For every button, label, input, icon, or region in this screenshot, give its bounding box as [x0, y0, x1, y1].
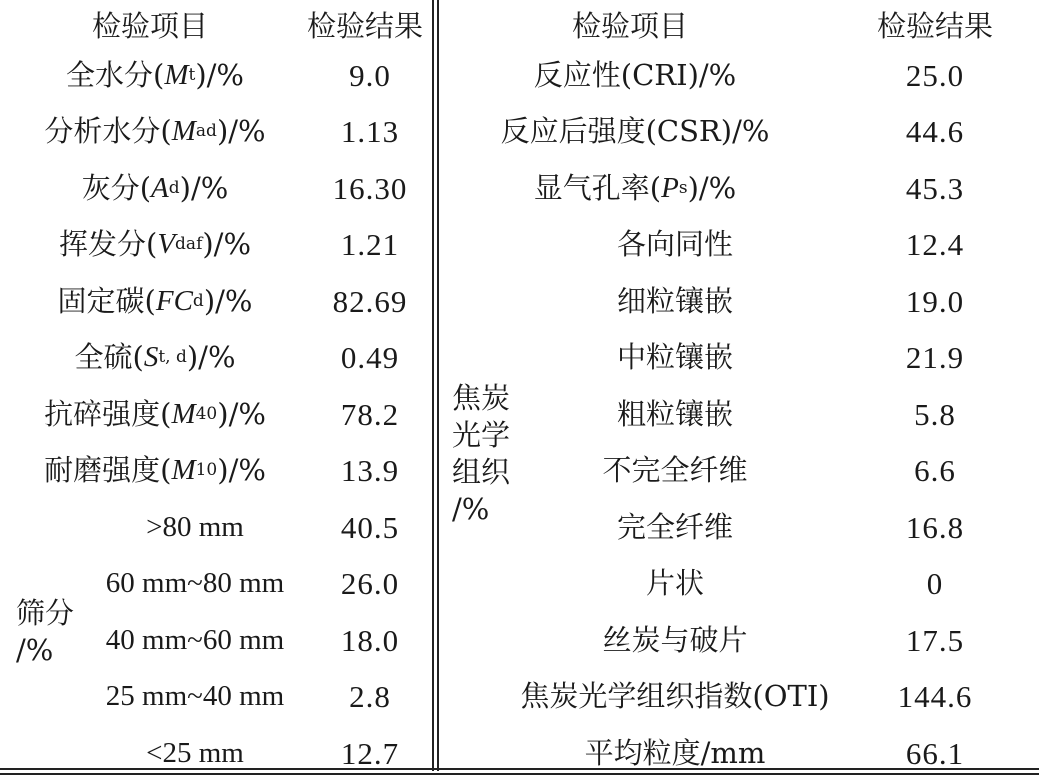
- item-subscript: d: [192, 290, 204, 311]
- item-label-prefix: 分析水分(: [44, 114, 172, 148]
- item-label-prefix: 耐磨强度(: [44, 453, 172, 487]
- left-item-label: [20, 220, 290, 270]
- optical-item-label: 片状: [645, 566, 704, 600]
- item-subscript: s: [678, 177, 688, 198]
- optical-item-label: 完全纤维: [616, 509, 733, 544]
- item-label-prefix: 抗碎强度(: [44, 396, 172, 431]
- optical-item-value: 5.8: [914, 396, 956, 432]
- item-label-prefix: 全水分(: [66, 57, 165, 92]
- item-subscript: d: [168, 177, 180, 198]
- optical-item-value: 12.4: [905, 227, 965, 262]
- sieve-size-label: 60 mm~80 mm: [105, 567, 285, 599]
- left-header-result: 检验结果: [306, 8, 423, 43]
- right-bottom-label: 平均粒度/mm: [584, 735, 766, 770]
- right-header-item: 检验项目: [571, 8, 688, 43]
- item-symbol: M: [171, 115, 196, 147]
- sieve-size-label: <25 mm: [146, 736, 244, 769]
- optical-item-value: 0: [926, 566, 944, 601]
- left-item-label: [20, 50, 290, 100]
- item-label-prefix: 固定碳(: [57, 283, 156, 318]
- item-symbol: M: [171, 397, 196, 430]
- item-label-prefix: 显气孔率(: [533, 170, 662, 205]
- sieve-size-label: 40 mm~60 mm: [105, 623, 285, 656]
- left-item-label: [20, 276, 290, 326]
- item-label-suffix: )/%: [217, 453, 266, 487]
- sieve-value: 26.0: [340, 566, 400, 601]
- sieve-value: 40.5: [340, 509, 400, 545]
- left-header-item: 检验项目: [91, 8, 208, 43]
- optical-group-line: /%: [452, 492, 490, 526]
- optical-group-line: 组织: [452, 455, 511, 489]
- optical-item-value: 21.9: [905, 340, 965, 375]
- item-label-suffix: )/%: [195, 57, 244, 92]
- item-label-suffix: )/%: [203, 283, 253, 318]
- item-symbol: S: [143, 341, 159, 373]
- item-symbol: P: [661, 171, 679, 204]
- right-item-value: 45.3: [905, 170, 965, 206]
- right-item-label: [470, 107, 800, 157]
- item-label-prefix: 灰分(: [81, 170, 152, 205]
- item-label-suffix: )/%: [179, 170, 229, 205]
- item-label-prefix: 全硫(: [74, 340, 144, 374]
- sieve-value: 18.0: [340, 622, 400, 658]
- sieve-group-line1: 筛分: [16, 596, 75, 630]
- item-subscript: t, d: [158, 347, 187, 367]
- left-item-label: [20, 446, 290, 496]
- item-subscript: 10: [195, 460, 218, 480]
- right-bottom-value: 66.1: [905, 735, 965, 771]
- optical-group-line: 光学: [452, 418, 511, 452]
- optical-group-line: 焦炭: [452, 381, 511, 415]
- optical-item-label: 粗粒镶嵌: [616, 396, 733, 431]
- item-symbol: V: [157, 228, 176, 260]
- left-item-label: [20, 107, 290, 157]
- item-label-suffix: )/%: [216, 114, 266, 148]
- optical-item-label: 丝炭与破片: [602, 622, 748, 657]
- optical-item-label: 不完全纤维: [602, 453, 748, 487]
- left-item-value: 82.69: [332, 283, 408, 319]
- item-label-suffix: )/%: [687, 170, 737, 205]
- item-subscript: 40: [195, 403, 218, 424]
- left-item-label: [20, 333, 290, 383]
- item-label-suffix: )/%: [202, 227, 251, 261]
- item-label-suffix: )/%: [186, 340, 236, 374]
- left-item-label: [20, 389, 290, 439]
- item-label-prefix: 反应性(CRI)/%: [533, 57, 737, 92]
- sieve-size-label: 25 mm~40 mm: [105, 680, 285, 712]
- item-symbol: A: [151, 171, 169, 204]
- item-symbol: M: [164, 58, 189, 91]
- left-item-value: 1.21: [340, 227, 400, 262]
- left-item-value: 0.49: [340, 340, 400, 375]
- right-item-label: [470, 163, 800, 213]
- optical-item-label: 中粒镶嵌: [616, 340, 733, 374]
- item-label-prefix: 反应后强度(CSR)/%: [500, 114, 770, 148]
- divider-line-right: [437, 0, 439, 771]
- sieve-size-label: >80 mm: [146, 510, 244, 543]
- sieve-value: 12.7: [340, 735, 400, 771]
- sieve-group-line2: /%: [16, 633, 54, 667]
- optical-item-label: 细粒镶嵌: [616, 283, 733, 318]
- optical-item-label: 各向同性: [616, 227, 733, 261]
- item-subscript: t: [188, 64, 196, 85]
- item-symbol: FC: [155, 284, 193, 317]
- optical-item-value: 6.6: [914, 453, 956, 488]
- right-bottom-label: 焦炭光学组织指数(OTI): [520, 679, 830, 713]
- left-item-label: [20, 163, 290, 213]
- left-item-value: 1.13: [340, 114, 400, 149]
- optical-item-value: 16.8: [905, 509, 965, 545]
- item-symbol: M: [171, 454, 196, 486]
- optical-group-label: [452, 380, 510, 528]
- right-item-label: [470, 50, 800, 100]
- sieve-value: 2.8: [349, 679, 391, 714]
- left-item-value: 13.9: [340, 453, 400, 488]
- right-item-value: 44.6: [905, 114, 965, 149]
- right-bottom-value: 144.6: [897, 679, 973, 714]
- divider-line-left: [432, 0, 434, 771]
- right-header-result: 检验结果: [876, 8, 993, 43]
- item-subscript: daf: [175, 234, 203, 254]
- item-label-prefix: 挥发分(: [59, 227, 158, 261]
- optical-item-value: 19.0: [905, 283, 965, 319]
- right-item-value: 25.0: [905, 57, 965, 93]
- left-item-value: 78.2: [340, 396, 400, 432]
- left-item-value: 16.30: [332, 170, 408, 206]
- item-subscript: ad: [195, 121, 217, 141]
- optical-item-value: 17.5: [905, 622, 965, 658]
- item-label-suffix: )/%: [217, 396, 266, 431]
- left-item-value: 9.0: [349, 57, 391, 93]
- sieve-group-label: [16, 595, 74, 669]
